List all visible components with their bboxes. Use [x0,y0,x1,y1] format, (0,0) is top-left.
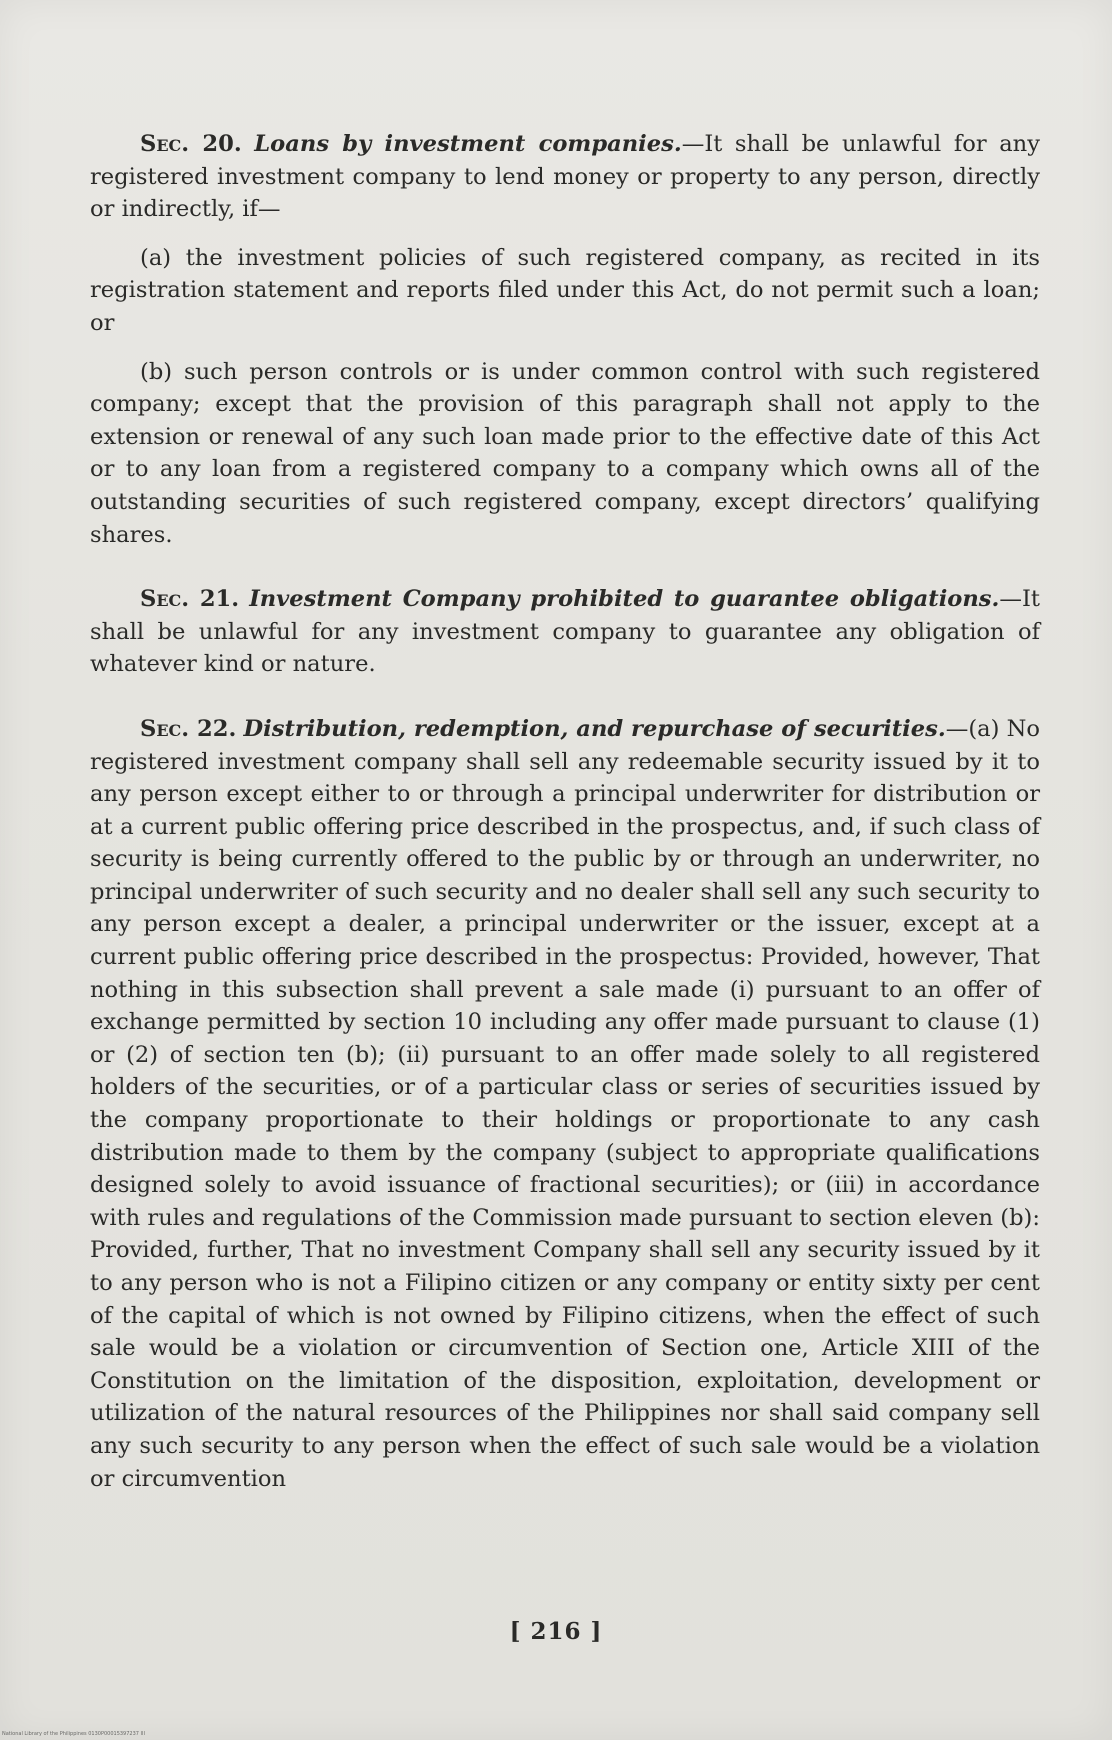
section-20-clause-a: (a) the investment policies of such registered company, as recited in its registration statement and reports filed under this Act, do not permit such a loan; or [90,244,1040,336]
section-20-clause-b: (b) such person controls or is under common control with such registered company; except that the provision of this paragraph shall not apply to the extension or renewal of any such loan made prior to the effective date of this Act or to any loan from a registered company to a company which owns all of the outstanding securities of such registered company, except directors’ qualifying shares. [90,358,1040,548]
section-21-number: Sec. 21. [140,586,240,613]
section-22-body: —(a) No registered investment company shall sell any redeemable security issued by it to any person except either to or through a principal underwriter for distribution or at a current public offering price described in the prospectus, and, if such class of security is being currently offered to the public by or through an underwriter, no principal underwriter of such security and no dealer shall sell any such security to any person except a dealer, a principal underwriter or the issuer, except at a current public offering price described in the prospectus: Provided, however, That nothing in this subsection shall prevent a sale made (i) pursuant to an offer of exchange permitted by section 10 including any offer made pursuant to clause (1) or (2) of section ten (b); (ii) pursuant to an offer made solely to all registered holders of the securities, or of a particular class or series of securities issued by the company proportionate to their holdings or proportionate to any cash distribution made to them by the company (subject to appropriate qualifications designed solely to avoid issuance of fractional securities); or (iii) in accordance with rules and regulations of the Commission made pursuant to section eleven (b): Provided, further, That no investment Company shall sell any security issued by it to any person who is not a Filipino citizen or any company or entity sixty per cent of the capital of which is not owned by Filipino citizens, when the effect of such sale would be a violation or circumvention of Section one, Article XIII of the Constitution on the limitation of the disposition, exploitation, development or utilization of the natural resources of the Philippines nor shall said company sell any such security to any person when the effect of such sale would be a violation or circumvention [90,715,1040,1492]
section-21 [90,583,1040,681]
section-22 [90,713,1040,1495]
section-22-number: Sec. 22. [140,715,237,742]
section-22-title: Distribution, redemption, and repurchase of securities. [243,715,946,742]
section-20-intro-text: —It shall be unlawful for any registered investment company to lend money or property to any person, directly or indirectly, if— [90,131,1040,223]
section-20-number: Sec. 20. [140,131,242,157]
section-21-title: Investment Company prohibited to guarantee obligations. [249,586,1000,613]
page-number: [ 216 ] [509,1618,603,1645]
section-20-intro [90,128,1040,226]
footer-credit: National Library of the Philippines 0130P00015397237 III [2,1731,145,1737]
document-body [90,128,1040,1495]
section-21-body: —It shall be unlawful for any investment company to guarantee any obligation of whatever kind or nature. [90,586,1041,678]
section-20-title: Loans by investment companies. [254,131,682,157]
